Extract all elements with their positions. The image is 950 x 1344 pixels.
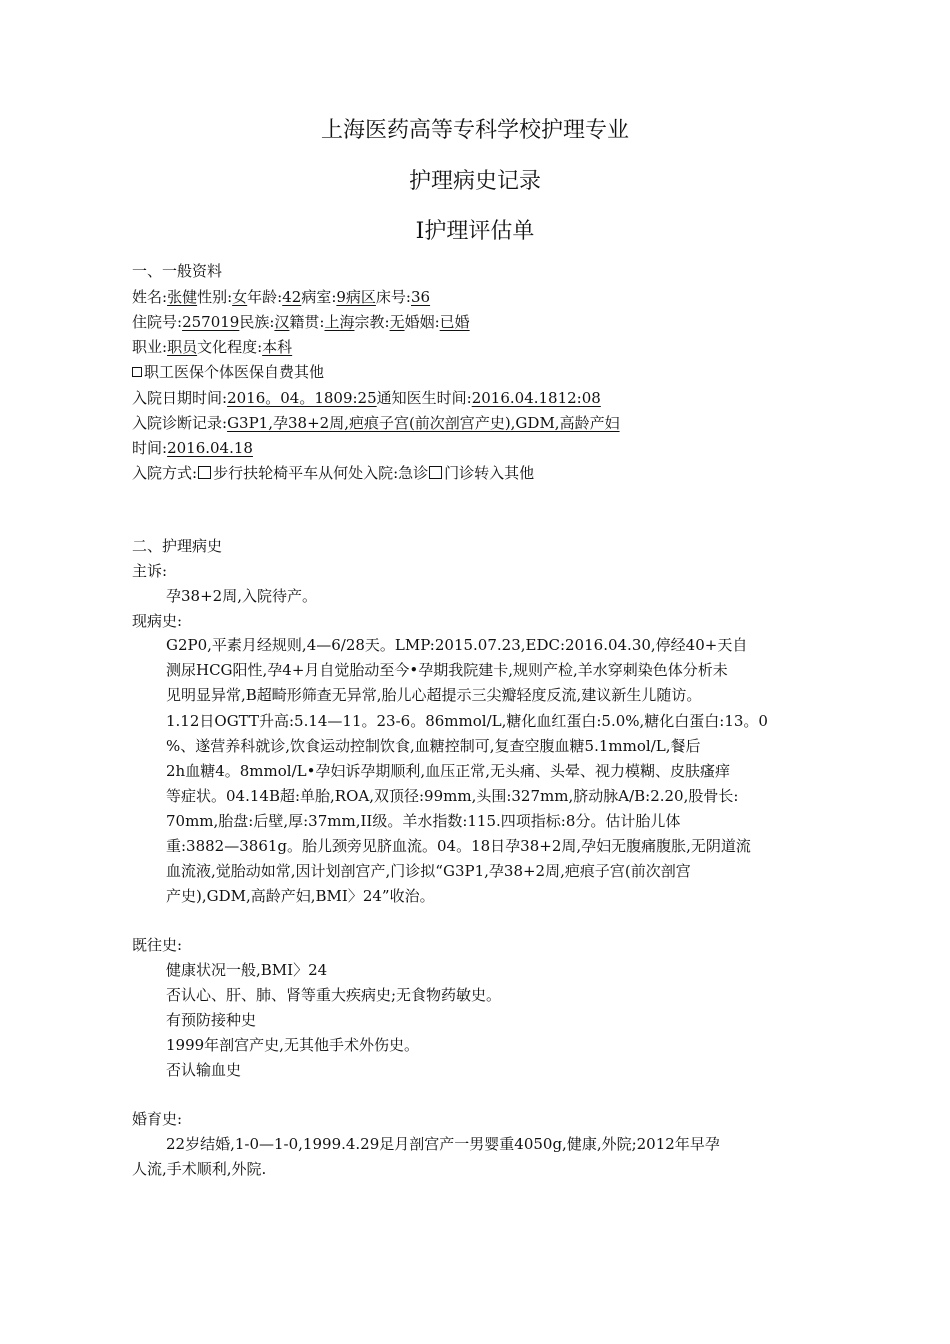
- chief-complaint-text: 孕38+2周,入院待产。: [166, 587, 317, 605]
- general-heading: 一、一般资料: [132, 262, 223, 280]
- origin-value: 上海: [324, 313, 355, 331]
- ethnicity-value: 汉: [274, 313, 290, 331]
- time-label: 时间:: [132, 439, 168, 457]
- admit-time-label: 入院日期时间:: [132, 389, 228, 407]
- present-history-line: 血流液,觉胎动如常,因计划剖宫产,门诊拟“G3P1,孕38+2周,疤痕子宫(前次剖宫: [166, 862, 691, 880]
- past-history-line: 否认输血史: [166, 1061, 242, 1079]
- education-value: 本科: [262, 338, 293, 356]
- present-history-line: %、遂营养科就诊,饮食运动控制饮食,血糖控制可,复查空腹血糖5.1mmol/L,餐后: [166, 737, 701, 755]
- age-label: 年龄:: [247, 288, 283, 306]
- admit-mode-checkbox[interactable]: [198, 466, 211, 479]
- ethnicity-label: 民族:: [239, 313, 275, 331]
- name-label: 姓名:: [132, 288, 168, 306]
- history-heading: 二、护理病史: [132, 537, 223, 555]
- present-history-line: 等症状。04.14B超:单胎,ROA,双顶径:99mm,头围:327mm,脐动脉A/B:2.20,股骨长:: [166, 787, 739, 805]
- record-title: 护理病史记录: [408, 169, 541, 194]
- past-history-line: 有预防接种史: [166, 1011, 257, 1029]
- notify-time-value: 2016.04.1812:08: [471, 389, 601, 407]
- past-history-line: 1999年剖宫产史,无其他手术外伤史。: [166, 1036, 419, 1054]
- insurance-row: [132, 360, 324, 384]
- present-history-label: 现病史:: [132, 612, 183, 630]
- admission-no-label: 住院号:: [132, 313, 183, 331]
- marital-history-line: 22岁结婚,1-0—1-0,1999.4.29足月剖宫产一男婴重4050g,健康,外院;2012年早孕: [166, 1135, 720, 1153]
- religion-label: 宗教:: [354, 313, 390, 331]
- present-history-line: G2P0,平素月经规则,4—6/28天。LMP:2015.07.23,EDC:2016.04.30,停经40+天自: [166, 636, 748, 654]
- past-history-label: 既往史:: [132, 936, 183, 954]
- diagnosis-value: G3P1,孕38+2周,疤痕子宫(前次剖宫产史),GDM,高龄产妇: [227, 414, 620, 432]
- admit-time-row: [132, 386, 601, 410]
- notify-label: 通知医生时间:: [376, 389, 472, 407]
- diagnosis-row: [132, 411, 620, 435]
- admit-mode-label: 入院方式:: [132, 464, 198, 482]
- sex-value: 女: [232, 288, 248, 306]
- religion-value: 无: [389, 313, 405, 331]
- occupation-value: 职员: [167, 338, 198, 356]
- bed-label: 床号:: [375, 288, 411, 306]
- past-history-line: 健康状况一般,BMI〉24: [166, 961, 328, 979]
- origin-label: 籍贯:: [289, 313, 325, 331]
- admit-source-checkbox[interactable]: [429, 466, 442, 479]
- school-title: 上海医药高等专科学校护理专业: [320, 118, 629, 143]
- name-row: [132, 285, 430, 309]
- marital-history-label: 婚育史:: [132, 1110, 183, 1128]
- occupation-label: 职业:: [132, 338, 168, 356]
- marriage-value: 已婚: [439, 313, 470, 331]
- present-history-line: 1.12日OGTT升高:5.14—11。23-6。86mmol/L,糖化血红蛋白:5.0%,糖化白蛋白:13。0: [166, 712, 768, 730]
- past-history-line: 否认心、肝、肺、肾等重大疾病史;无食物药敏史。: [166, 986, 502, 1004]
- record-time-row: [132, 436, 253, 460]
- ward-value: 9病区: [336, 288, 376, 306]
- form-title: I护理评估单: [415, 219, 535, 244]
- occupation-row: [132, 335, 292, 359]
- bed-value: 36: [410, 288, 431, 306]
- admit-mode-row: [132, 461, 534, 485]
- present-history-line: 70mm,胎盘:后壁,厚:37mm,II级。羊水指数:115.四项指标:8分。估计胎儿体: [166, 812, 681, 830]
- insurance-checkbox[interactable]: [132, 367, 142, 377]
- ward-label: 病室:: [301, 288, 337, 306]
- admission-no-value: 257019: [182, 313, 240, 331]
- admission-row: [132, 310, 470, 334]
- diagnosis-label: 入院诊断记录:: [132, 414, 228, 432]
- chief-complaint-label: 主诉:: [132, 562, 168, 580]
- marital-history-line: 人流,手术顺利,外院.: [132, 1160, 267, 1178]
- sex-label: 性别:: [197, 288, 233, 306]
- admit-mode-options: 步行扶轮椅平车从何处入院:急诊: [213, 464, 429, 482]
- present-history-line: 2h血糖4。8mmol/L•孕妇诉孕期顺利,血压正常,无头痛、头晕、视力模糊、皮肤瘙痒: [166, 762, 730, 780]
- present-history-line: 重:3882—3861g。胎儿颈旁见脐血流。04。18日孕38+2周,孕妇无腹痛腹胀,无阴道流: [166, 837, 751, 855]
- marriage-label: 婚姻:: [404, 313, 440, 331]
- insurance-options: 职工医保个体医保自费其他: [144, 363, 325, 381]
- education-label: 文化程度:: [197, 338, 263, 356]
- name-value: 张健: [167, 288, 198, 306]
- present-history-line: 测尿HCG阳性,孕4+月自觉胎动至今•孕期我院建卡,规则产检,羊水穿刺染色体分析未: [166, 661, 728, 679]
- admit-source-options: 门诊转入其他: [444, 464, 535, 482]
- present-history-line: 产史),GDM,高龄产妇,BMI〉24”收治。: [166, 887, 435, 905]
- admit-time-value: 2016。04。1809:25: [227, 389, 377, 407]
- age-value: 42: [282, 288, 302, 306]
- present-history-line: 见明显异常,B超畸形筛查无异常,胎儿心超提示三尖瓣轻度反流,建议新生儿随访。: [166, 686, 702, 704]
- time-value: 2016.04.18: [167, 439, 253, 457]
